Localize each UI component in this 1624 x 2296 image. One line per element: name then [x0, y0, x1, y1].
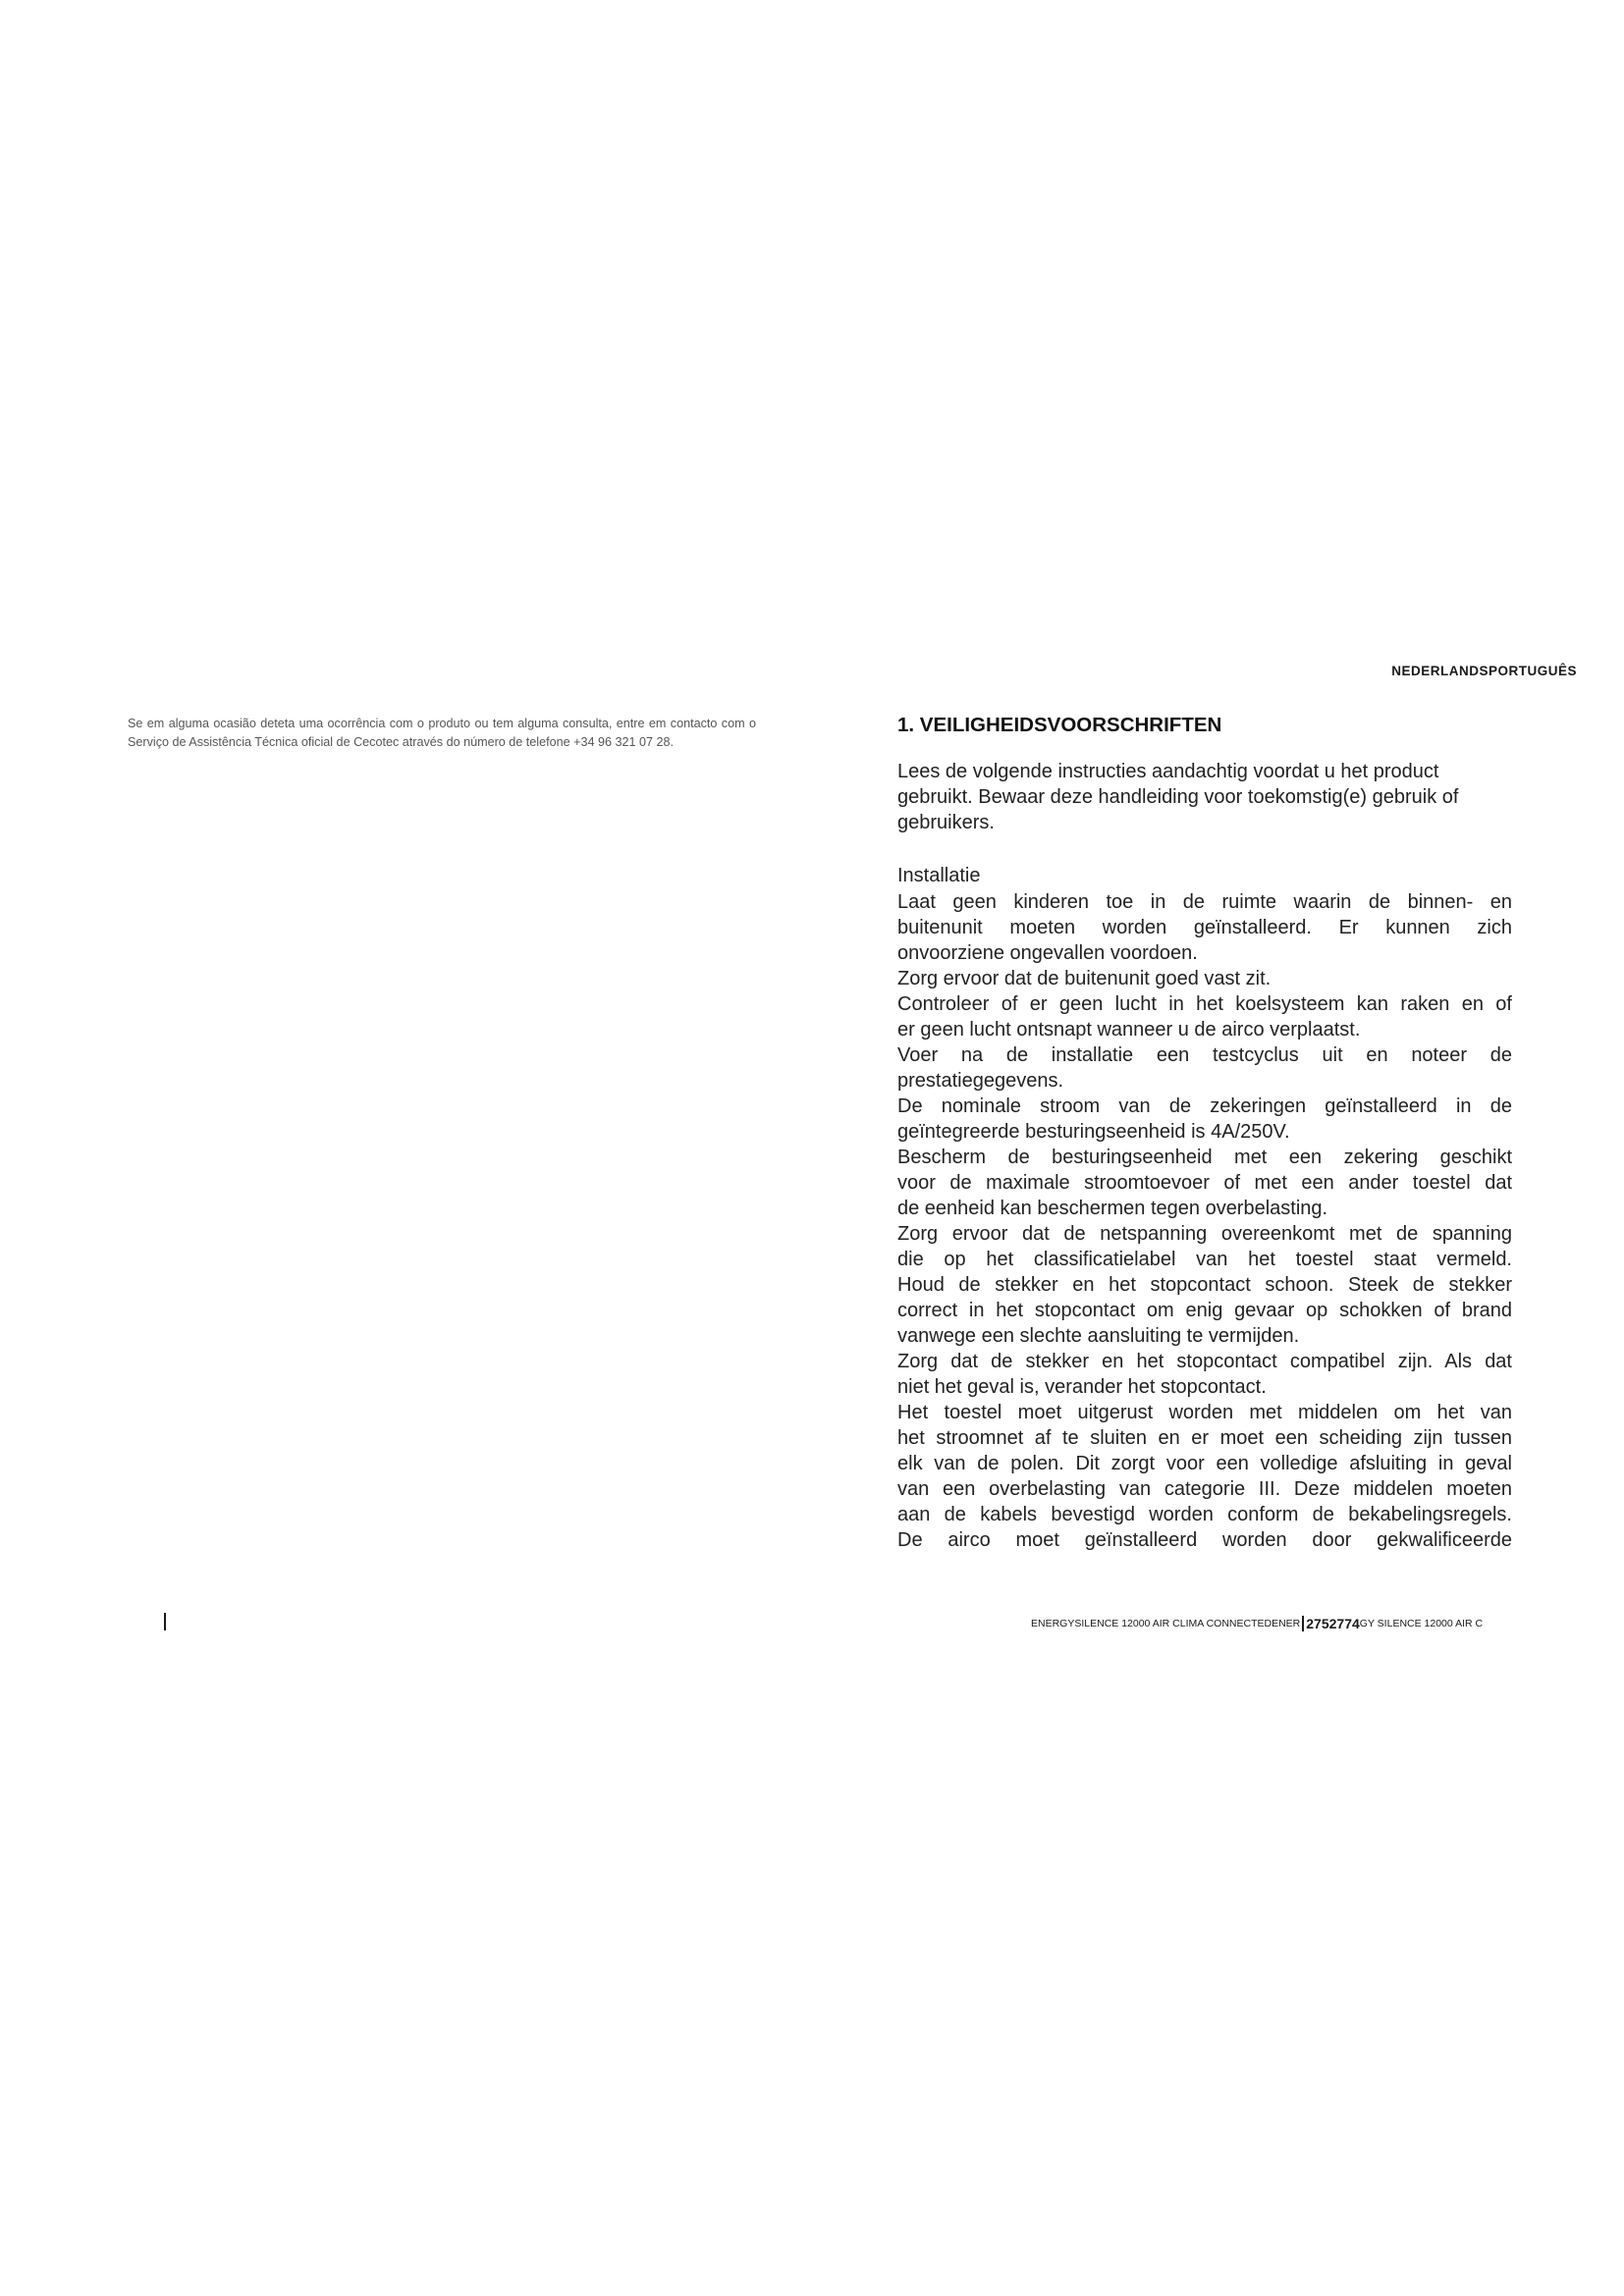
instruction-line: correct in het stopcontact om enig gevaar op schokken of brand	[897, 1300, 1512, 1321]
instruction-line: die op het classificatielabel van het toestel staat vermeld.	[897, 1249, 1512, 1270]
footer-right	[1031, 1616, 1591, 1633]
instruction-line: geïntegreerde besturingseenheid is 4A/250V.	[897, 1121, 1290, 1143]
language-header: NEDERLANDSPORTUGUÊS	[1391, 664, 1577, 678]
footer-right-divider	[1302, 1616, 1304, 1631]
instruction-line: niet het geval is, verander het stopcontact.	[897, 1376, 1267, 1398]
section-heading: 1. VEILIGHEIDSVOORSCHRIFTEN	[897, 714, 1222, 736]
instruction-line: buitenunit moeten worden geïnstalleerd. Er kunnen zich	[897, 917, 1512, 938]
instruction-line: het stroomnet af te sluiten en er moet een scheiding zijn tussen	[897, 1427, 1512, 1449]
instruction-line: de eenheid kan beschermen tegen overbelasting.	[897, 1198, 1328, 1219]
instruction-line: De airco moet geïnstalleerd worden door gekwalificeerde	[897, 1529, 1512, 1551]
instruction-line: er geen lucht ontsnapt wanneer u de airco verplaatst.	[897, 1019, 1361, 1041]
installation-subheading: Installatie	[897, 865, 981, 886]
footer-left-divider	[164, 1613, 166, 1630]
instruction-line: vanwege een slechte aansluiting te vermijden.	[897, 1325, 1300, 1347]
instruction-line: Controleer of er geen lucht in het koelsysteem kan raken en of	[897, 993, 1512, 1015]
instruction-line: van een overbelasting van categorie III. Deze middelen moeten	[897, 1478, 1512, 1500]
intro-paragraph: Lees de volgende instructies aandachtig voordat u het product gebruikt. Bewaar deze handleiding voor toekomstig(e) gebruik of gebruikers.	[897, 761, 1459, 833]
instruction-line: Voer na de installatie een testcyclus uit en noteer de	[897, 1044, 1512, 1066]
installation-instructions	[897, 889, 1512, 1553]
instruction-line: Zorg ervoor dat de buitenunit goed vast zit.	[897, 968, 1272, 989]
instruction-line: Houd de stekker en het stopcontact schoon. Steek de stekker	[897, 1274, 1512, 1296]
instruction-line: Laat geen kinderen toe in de ruimte waarin de binnen- en	[897, 891, 1512, 913]
instruction-line: prestatiegegevens.	[897, 1070, 1064, 1092]
instruction-line: onvoorziene ongevallen voordoen.	[897, 942, 1198, 964]
footer-product-name-cont: GY SILENCE 12000 AIR C	[1359, 1618, 1484, 1629]
instruction-line: Zorg ervoor dat de netspanning overeenkomt met de spanning	[897, 1223, 1512, 1245]
instruction-line: aan de kabels bevestigd worden conform de bekabelingsregels.	[897, 1504, 1512, 1525]
instruction-line: elk van de polen. Dit zorgt voor een volledige afsluiting in geval	[897, 1453, 1512, 1474]
instruction-line: Het toestel moet uitgerust worden met middelen om het van	[897, 1402, 1512, 1423]
footer-page-numbers: 2752774	[1306, 1616, 1360, 1631]
instruction-line: Bescherm de besturingseenheid met een zekering geschikt	[897, 1147, 1512, 1168]
footer-product-name: ENERGYSILENCE 12000 AIR CLIMA CONNECTEDENER	[1031, 1618, 1301, 1629]
instruction-line: De nominale stroom van de zekeringen geïnstalleerd in de	[897, 1095, 1512, 1117]
instruction-line: Zorg dat de stekker en het stopcontact compatibel zijn. Als dat	[897, 1351, 1512, 1372]
service-contact-note: Se em alguma ocasião deteta uma ocorrência com o produto ou tem alguma consulta, entre em contacto com o Serviço de Assistência Técnica oficial de Cecotec através do número de telefone +34 96 321 07 28.	[128, 717, 756, 749]
instruction-line: voor de maximale stroomtoevoer of met een ander toestel dat	[897, 1172, 1512, 1194]
